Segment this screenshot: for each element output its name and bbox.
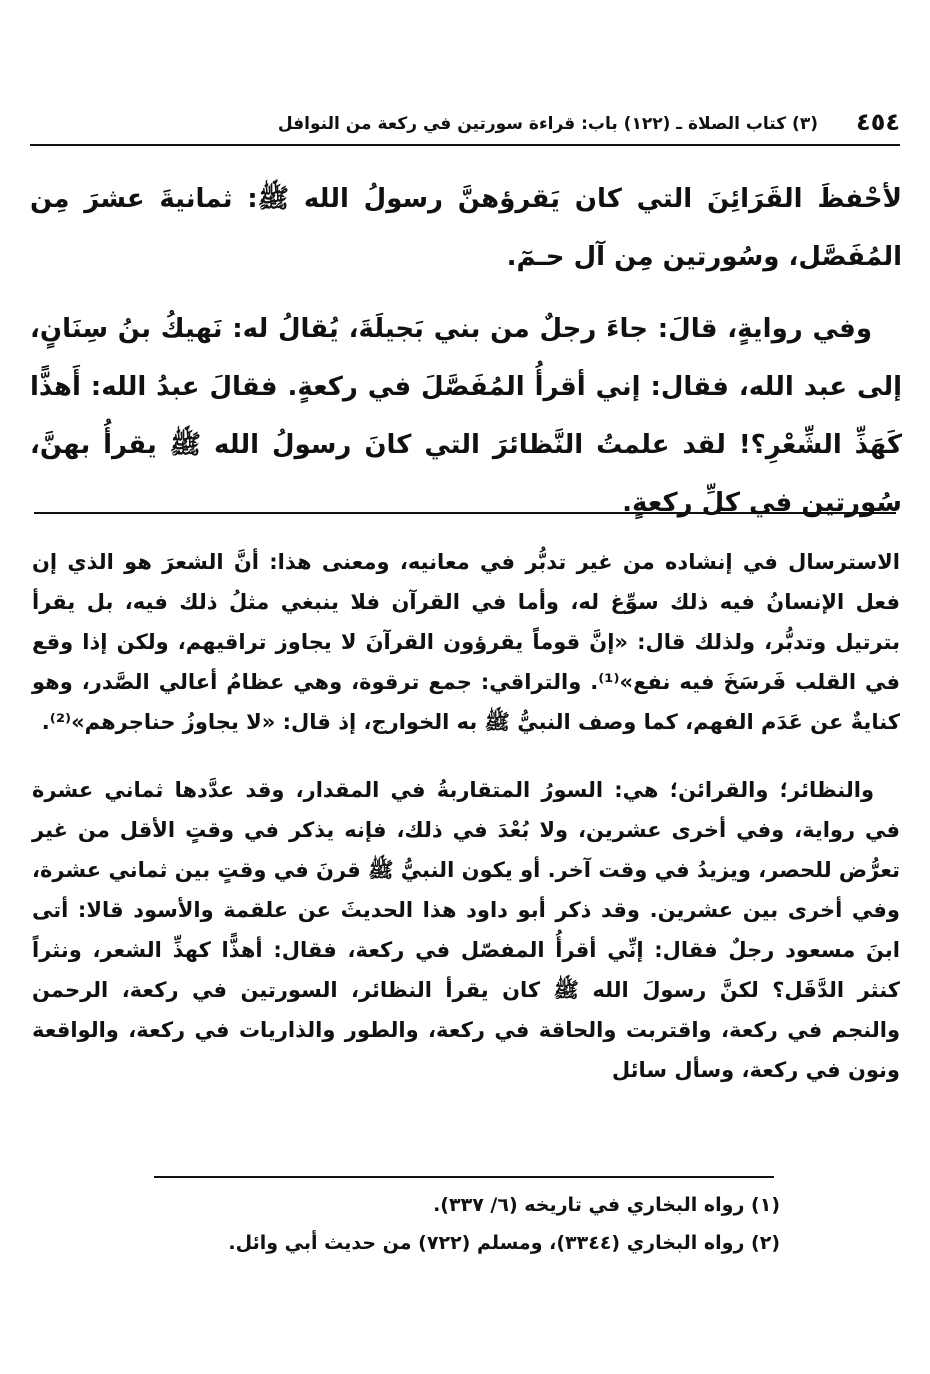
hadith-paragraph: وفي روايةٍ، قالَ: جاءَ رجلٌ من بني بَجيلَةَ، يُقالُ له: نَهيكُ بنُ سِنَانٍ، إلى عبد الله، فقال: إني أقرأُ المُفَصَّلَ في ركعةٍ. فقالَ عبدُ الله: أَهذًّا كَهَذِّ الشِّعْرِ؟! لقد علمتُ النَّظائرَ التي كانَ رسولُ الله ﷺ يقرأُ بهنَّ، سُورتين في كلِّ ركعةٍ.: [30, 314, 902, 518]
header-rule: [30, 144, 900, 146]
page-header: [30, 108, 900, 144]
commentary-paragraph: والنظائر؛ والقرائن؛ هي: السورُ المتقاربةُ في المقدار، وقد عدَّدها ثماني عشرة في رواية، وفي أخرى عشرين، ولا بُعْدَ في ذلك، فإنه يذكر في وقتٍ الأقل من غير تعرُّض للحصر، ويزيدُ في وقت آخر. أو يكون النبيُّ ﷺ قرنَ في وقتٍ بين ثماني عشرة، وفي أخرى بين عشرين. وقد ذكر أبو داود هذا الحديثَ عن علقمة والأسود قالا: أتى ابنَ مسعود رجلٌ فقال: إنِّي أقرأُ المفصّل في ركعة، فقال: أهذًّا كهذِّ الشعر، ونثراً كنثر الدَّقَل؟ لكنَّ رسولَ الله ﷺ كان يقرأ النظائر، السورتين في ركعة، الرحمن والنجم في ركعة، واقتربت والحاقة في ركعة، والطور والذاريات في ركعة، والواقعة ونون في ركعة، وسأل سائل: [31, 778, 900, 1082]
hadith-paragraph: لأحْفظَ القَرَائِنَ التي كان يَقرؤهنَّ رسولُ الله ﷺ: ثمانيةَ عشرَ مِن المُفَصَّل، وسُورتين مِن آل حـمٓ.: [30, 184, 902, 272]
footnote: (٢) رواه البخاري (٣٣٤٤)، ومسلم (٧٢٢) من حديث أبي وائل.: [228, 1232, 780, 1254]
hadith-text: [30, 170, 902, 532]
section-divider: [34, 512, 896, 514]
running-title: (٣) كتاب الصلاة ـ (١٢٢) باب: قراءة سورتين في ركعة من النوافل: [277, 114, 818, 134]
footnote: (١) رواه البخاري في تاريخه (٦/ ٣٣٧).: [433, 1194, 780, 1216]
commentary-text: [32, 542, 900, 1090]
footnote-rule: [154, 1176, 774, 1178]
commentary-paragraph: الاسترسال في إنشاده من غير تدبُّر في معانيه، ومعنى هذا: أنَّ الشعرَ هو الذي إن فعل الإنسانُ فيه ذلك سوِّغ له، وأما في القرآن فلا ينبغي مثلُ ذلك فيه، بل يقرأ بترتيل وتدبُّر، ولذلك قال: «إنَّ قوماً يقرؤون القرآنَ لا يجاوز تراقيهم، ولكن إذا وقع في القلب فَرسَخَ فيه نفع»⁽¹⁾. والتراقي: جمع ترقوة، وهي عظامُ أعالي الصَّدر، وهو كنايةٌ عن عَدَم الفهم، كما وصف النبيُّ ﷺ به الخوارج، إذ قال: «لا يجاوزُ حناجرهم»⁽²⁾.: [32, 550, 900, 734]
page-number: ٤٥٤: [856, 108, 900, 136]
footnotes: [40, 1186, 780, 1262]
